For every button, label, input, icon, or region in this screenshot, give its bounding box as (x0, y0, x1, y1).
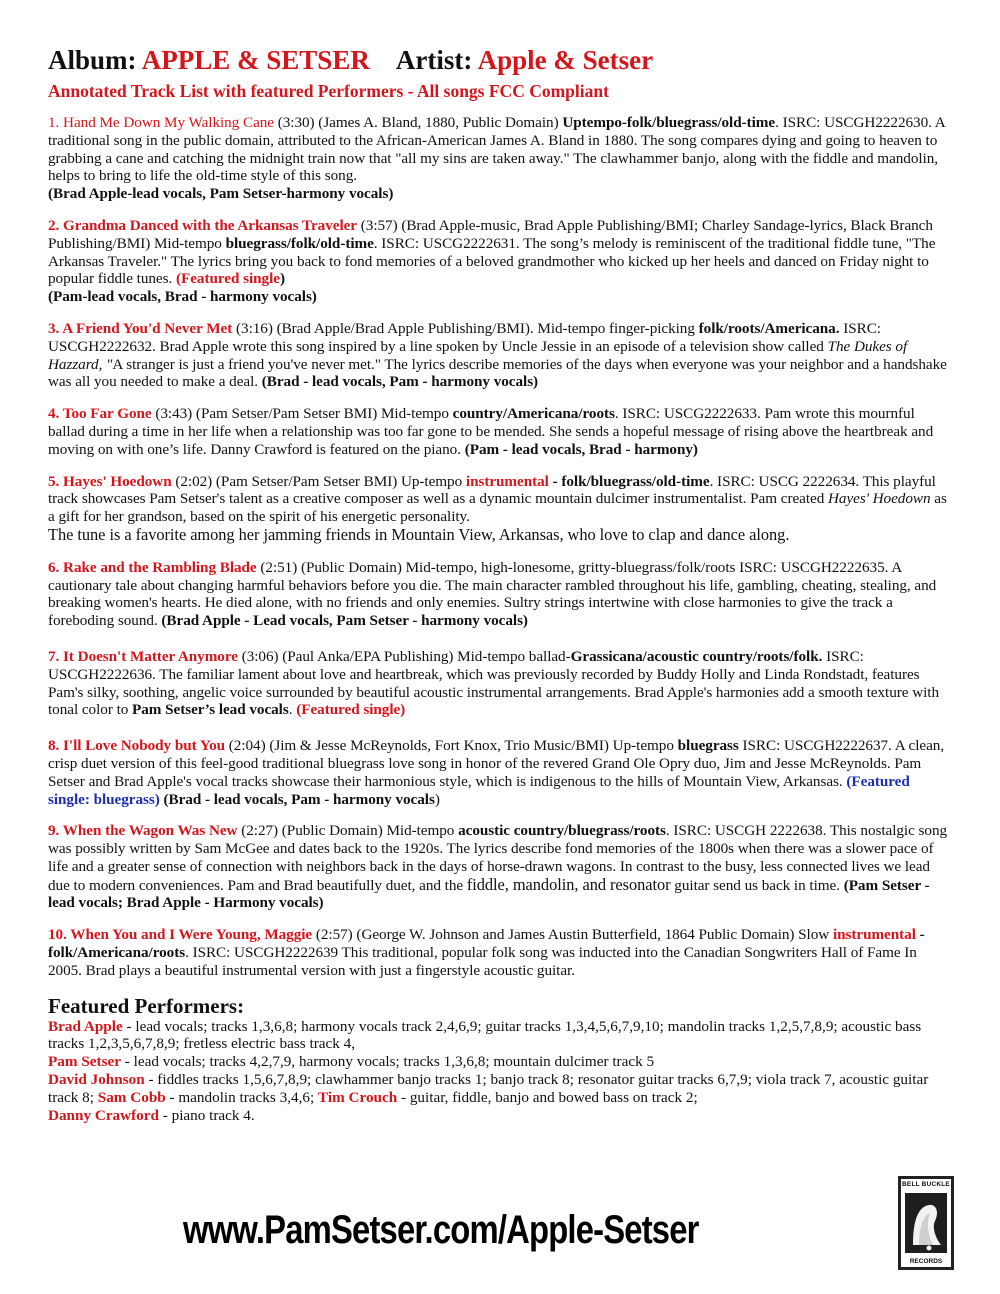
track-1 (48, 114, 953, 203)
track-text: (2:57) (George W. Johnson and James Austin Butterfield, 1864 Public Domain) Slow (312, 926, 833, 944)
track-genre: bluegrass/folk/old-time (225, 234, 374, 252)
website-url[interactable]: www.PamSetser.com/Apple-Setser (183, 1208, 699, 1252)
track-7 (48, 648, 953, 719)
track-text: . ISRC: USCGH2222639 This traditional, popular folk song was inducted into the Canadian Songwriters Hall of Fame In 2005. Brad plays a beautiful instrumental version with just a fingerstyle acoustic guitar. (48, 944, 917, 979)
performer-name: David Johnson (48, 1071, 145, 1089)
album-label: Album: (48, 45, 137, 75)
track-text: . (288, 701, 297, 719)
track-credits: (Brad - lead vocals, Pam - harmony vocals (159, 790, 435, 808)
track-credits: (Pam Setser - lead vocals; Brad Apple - Harmony vocals) (48, 876, 930, 912)
performer-name: Brad Apple (48, 1017, 123, 1035)
logo-bottom-text: RECORDS (909, 1258, 943, 1265)
performer-name: Pam Setser (48, 1053, 121, 1071)
track-credits: (Brad Apple - Lead vocals, Pam Setser - harmony vocals) (161, 612, 528, 630)
bell-graphic (905, 1193, 947, 1253)
track-text: (2:51) (Public Domain) Mid-tempo, high-lonesome, gritty-bluegrass/folk/roots ISRC: USCGH2222635. A cautionary tale about changing harmful behaviors before you die. The main character rambled throughout his life, gambling, cheating, stealing, and breaking women's hearts. He died alone, with no friends and only enemies. Sultry strings intertwine with close harmonies to give the track a foreboding sound. (48, 558, 937, 630)
performer-name: Danny Crawford (48, 1106, 159, 1124)
bell-icon (905, 1193, 947, 1253)
performer-roles: - mandolin tracks 3,4,6; (165, 1088, 318, 1106)
performers-list (48, 1018, 953, 1125)
track-text: . ISRC: USCGH2222630. A traditional song in the public domain, attributed to the African-American James A. Bland in 1880. The song compares dying and going to heaven to grabbing a cane and catching the midnight train now that "all my sins are taken away." The clawhammer banjo, along with the fiddle and mandolin, helps to bring to life the old-time style of this song. (48, 114, 945, 185)
track-title: 3. A Friend You'd Never Met (48, 319, 233, 337)
track-genre: acoustic country/bluegrass/roots (458, 822, 666, 840)
track-text: (3:16) (Brad Apple/Brad Apple Publishing/BMI). Mid-tempo finger-picking (232, 319, 699, 337)
performer-roles: - lead vocals; tracks 1,3,6,8; harmony vocals track 2,4,6,9; guitar tracks 1,3,4,5,6,7,9,10; mandolin tracks 1,2,5,7,8,9; acoustic bass tracks 1,2,3,5,6,7,8,9; fretless electric bass track 4, (48, 1017, 922, 1053)
performer-roles: - lead vocals; tracks 4,2,7,9, harmony vocals; tracks 1,3,6,8; mountain dulcimer track 5 (120, 1053, 655, 1071)
track-text: . ISRC: USCG2222631. The song’s melody is reminiscent of the traditional fiddle tune, "The Arkansas Traveler." The lyrics bring you back to fond memories of a beloved grandmother who kicked up her heels and danced on Friday night to popular fiddle tunes. (48, 234, 936, 288)
track-genre: Grassicana/acoustic country/roots/folk. (570, 647, 823, 665)
track-text: . ISRC: USCGH 2222638. This nostalgic song was possibly written by Sam McGee and dates back to the 1920s. The lyrics describe fond memories of the 1800s when there was a slower pace of life and a greater sense of connection with neighbors back in the days of horse-drawn wagons. In contrast to the busy, less connected lives we lead due to modern conveniences. Pam and Brad beautifully duet, and the (48, 822, 948, 894)
track-close: ) (434, 790, 440, 808)
featured-badge: (Featured single: bluegrass) (48, 772, 910, 808)
performers-heading: Featured Performers: (48, 993, 245, 1018)
record-label-logo (898, 1176, 954, 1270)
track-text: ISRC: USCGH2222632. Brad Apple wrote this song inspired by a line spoken by Uncle Jessie in an episode of a television show called (48, 319, 881, 355)
artist-label: Artist: (395, 45, 473, 75)
performer-name: Tim Crouch (318, 1088, 398, 1106)
track-title: 6. Rake and the Rambling Blade (48, 558, 257, 576)
track-italic: Hayes' Hoedown (827, 490, 931, 508)
performer-roles: - fiddles tracks 1,5,6,7,8,9; clawhammer banjo tracks 1; banjo track 8; resonator guitar tracks 6,7,9; viola track 7, acoustic guitar track 8; (48, 1071, 929, 1106)
track-6 (48, 559, 953, 630)
track-text: (3:43) (Pam Setser/Pam Setser BMI) Mid-tempo (151, 405, 453, 423)
track-genre: folk/Americana/roots (48, 944, 186, 962)
track-4 (48, 405, 953, 458)
track-genre: folk/bluegrass/old-time (561, 472, 710, 490)
performer-roles: - guitar, fiddle, banjo and bowed bass on track 2; (397, 1088, 698, 1106)
track-credits: (Pam - lead vocals, Brad - harmony) (464, 440, 698, 458)
track-text: . ISRC: USCG2222633. Pam wrote this mournful ballad during a time in her life when a relationship was too far gone to be mended. She sends a hopeful message of rising above the heartbreak and moving on with one’s life. Danny Crawford is featured on the piano. (48, 405, 934, 458)
performer-name: Sam Cobb (97, 1088, 166, 1106)
track-dash: - (548, 472, 562, 490)
album-name: APPLE & SETSER (141, 45, 370, 75)
track-title: 4. Too Far Gone (48, 405, 152, 423)
track-5 (48, 473, 953, 545)
logo-top-text: BELL BUCKLE (902, 1181, 950, 1188)
track-title: 1. Hand Me Down My Walking Cane (48, 114, 274, 131)
artist-name: Apple & Setser (477, 45, 654, 75)
track-text-large: The tune is a favorite among her jamming friends in Mountain View, Arkansas, who love to clap and dance along. (48, 524, 790, 544)
track-text: . ISRC: USCG 2222634. This playful track showcases Pam Setser's talent as a creative composer as well as a dynamic mountain dulcimer instrumentalist. Pam created (48, 472, 936, 508)
track-title: 10. When You and I Were Young, Maggie (48, 926, 313, 944)
track-text: (2:27) (Public Domain) Mid-tempo (237, 822, 459, 840)
track-title: 7. It Doesn't Matter Anymore (48, 647, 238, 665)
track-title: 5. Hayes' Hoedown (48, 472, 172, 490)
track-text: (3:30) (James A. Bland, 1880, Public Domain) (274, 114, 563, 131)
track-text: (3:06) (Paul Anka/EPA Publishing) Mid-tempo ballad- (237, 647, 571, 665)
track-10 (48, 926, 953, 979)
track-bold: Pam Setser’s lead vocals (132, 701, 289, 719)
track-text-large: fiddle, mandolin, and resonator (466, 874, 671, 894)
featured-badge: (Featured single) (296, 701, 406, 719)
performer-roles: - piano track 4. (158, 1106, 255, 1124)
track-dash: - (915, 926, 925, 944)
document-page (48, 44, 953, 1124)
track-text: guitar send us back in time. (670, 876, 844, 894)
track-italic: The Dukes of Hazzard, " (48, 337, 908, 373)
featured-badge: (Featured single (175, 270, 280, 288)
track-text: A stranger is just a friend you've never met." The lyrics describe memories of the days when everyone was your neighbor and a handshake was all you needed to make a deal. (48, 355, 947, 391)
page-subtitle: Annotated Track List with featured Performers - All songs FCC Compliant (48, 81, 609, 101)
track-genre: Uptempo-folk/bluegrass/old-time (562, 114, 776, 131)
track-credits: (Brad Apple-lead vocals, Pam Setser-harmony vocals) (48, 185, 394, 203)
track-title: 9. When the Wagon Was New (48, 822, 238, 840)
track-instrumental: instrumental (832, 926, 916, 944)
track-3 (48, 320, 953, 391)
page-title (48, 44, 953, 76)
track-text: (2:02) (Pam Setser/Pam Setser BMI) Up-tempo (171, 472, 466, 490)
featured-close: ) (279, 270, 285, 288)
track-credits: (Pam-lead vocals, Brad - harmony vocals) (48, 288, 317, 306)
track-2 (48, 217, 953, 306)
track-genre: folk/roots/Americana. (698, 319, 840, 337)
track-text: ISRC: USCGH2222636. The familiar lament about love and heartbreak, which was previously recorded by Buddy Holly and Linda Rondstadt, features Pam's silky, soothing, angelic voice surrounded by beautiful acoustic instrumental arrangements. Brad Apple's harmonies add a smooth texture with tonal color to (48, 647, 939, 719)
track-genre: bluegrass (677, 737, 739, 755)
track-text: (2:04) (Jim & Jesse McReynolds, Fort Knox, Trio Music/BMI) Up-tempo (225, 737, 678, 755)
track-instrumental: instrumental (465, 472, 549, 490)
track-text: (3:57) (Brad Apple-music, Brad Apple Publishing/BMI; Charley Sandage-lyrics, Black Branch Publishing/BMI) Mid-tempo (48, 216, 933, 252)
track-title: 8. I'll Love Nobody but You (48, 737, 226, 755)
track-9 (48, 822, 953, 912)
track-8 (48, 737, 953, 808)
track-text: ISRC: USCGH2222637. A clean, crisp duet version of this feel-good traditional bluegrass love song in honor of the revered Grand Ole Opry duo, Jim and Jesse McReynolds. Pam Setser and Brad Apple's vocal tracks showcase their harmonious style, which is indigenous to the hills of Mountain View, Arkansas. (48, 737, 945, 790)
track-text: as a gift for her grandson, based on the spirit of his energetic personality. (48, 490, 947, 526)
track-genre: country/Americana/roots (452, 405, 615, 423)
track-title: 2. Grandma Danced with the Arkansas Traveler (48, 216, 358, 234)
track-credits: (Brad - lead vocals, Pam - harmony vocals) (261, 373, 539, 391)
